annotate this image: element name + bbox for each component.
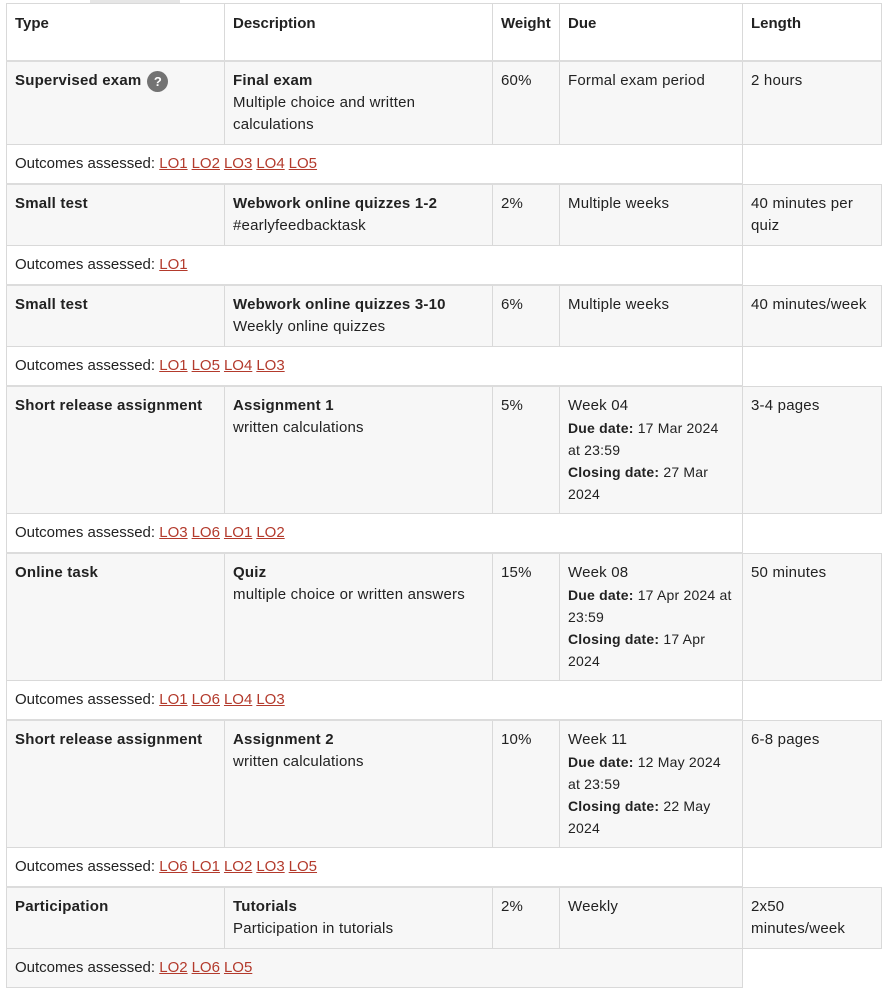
outcomes-label: Outcomes assessed: [15,256,156,273]
description-cell [225,887,493,949]
outcome-link[interactable]: LO5 [191,357,220,374]
outcome-link[interactable]: LO6 [191,959,220,976]
assessment-title: Webwork online quizzes 3-10 [233,296,446,313]
outcomes-cell [7,514,743,554]
assessment-type: Supervised exam [15,72,142,89]
length-cell: 40 minutes per quiz [743,184,882,246]
weight-cell: 60% [493,61,560,145]
empty-cell [743,145,882,185]
outcome-link[interactable]: LO3 [223,155,253,172]
assessment-description: multiple choice or written answers [233,586,465,603]
assessment-type-cell [7,887,225,949]
header-weight: Weight [493,4,560,62]
outcome-link[interactable]: LO3 [256,357,285,374]
outcomes-cell [7,347,743,387]
outcome-link[interactable]: LO2 [223,858,253,875]
description-cell [225,553,493,681]
closing-date-label: Closing date: [568,464,660,480]
outcomes-label: Outcomes assessed: [15,691,156,708]
due-date-label: Due date: [568,754,634,770]
weight-cell: 2% [493,887,560,949]
closing-date-line [568,795,734,839]
assessment-type-cell [7,720,225,848]
length-cell: 2x50 minutes/week [743,887,882,949]
outcome-link[interactable]: LO6 [159,858,188,875]
length-cell: 2 hours [743,61,882,145]
assessment-type: Short release assignment [15,397,203,414]
outcome-link[interactable]: LO2 [159,959,188,976]
empty-cell [743,246,882,286]
assessment-type: Online task [15,564,99,581]
header-due: Due [560,4,743,62]
outcomes-cell [7,246,743,286]
outcome-link[interactable]: LO1 [191,858,220,875]
weight-cell: 2% [493,184,560,246]
outcomes-cell [7,949,743,988]
assessment-title: Final exam [233,72,313,89]
assessment-type: Small test [15,296,88,313]
description-cell [225,720,493,848]
table-row [7,285,882,347]
length-cell: 3-4 pages [743,386,882,514]
closing-date-line [568,628,734,672]
assessment-description: #earlyfeedbacktask [233,217,366,234]
empty-cell [743,347,882,387]
assessment-description: Participation in tutorials [233,920,394,937]
outcomes-row [7,949,882,988]
table-row [7,887,882,949]
due-date-line [568,751,734,795]
outcomes-row [7,145,882,185]
weight-cell: 10% [493,720,560,848]
outcomes-label: Outcomes assessed: [15,155,156,172]
closing-date-value: 22 May 2024 [568,798,711,836]
outcomes-row [7,246,882,286]
outcomes-row [7,514,882,554]
outcomes-label: Outcomes assessed: [15,524,156,541]
due-text: Week 04 [568,397,629,414]
due-text: Week 08 [568,564,629,581]
outcome-link[interactable]: LO6 [191,691,220,708]
weight-cell: 15% [493,553,560,681]
outcome-link[interactable]: LO4 [223,691,253,708]
assessment-type: Small test [15,195,88,212]
outcomes-row [7,681,882,721]
table-row [7,720,882,848]
table-body [7,61,882,988]
outcome-link[interactable]: LO5 [223,959,253,976]
assessment-type-cell [7,553,225,681]
outcome-link[interactable]: LO3 [256,858,285,875]
assessment-title: Quiz [233,564,267,581]
outcomes-label: Outcomes assessed: [15,959,156,976]
help-icon[interactable]: ? [147,71,168,92]
assessment-type-cell [7,386,225,514]
table-header [7,4,882,62]
outcome-link[interactable]: LO5 [288,858,318,875]
due-text: Multiple weeks [568,195,670,212]
due-date-value: 12 May 2024 at 23:59 [568,754,721,792]
length-cell: 50 minutes [743,553,882,681]
weight-cell: 6% [493,285,560,347]
outcome-link[interactable]: LO4 [256,155,285,172]
outcomes-label: Outcomes assessed: [15,858,156,875]
closing-date-line [568,461,734,505]
due-cell [560,887,743,949]
outcome-link[interactable]: LO1 [159,155,188,172]
outcomes-row [7,347,882,387]
length-cell: 40 minutes/week [743,285,882,347]
assessment-description: written calculations [233,419,364,436]
assessment-title: Assignment 2 [233,731,334,748]
empty-cell [743,848,882,888]
table-row [7,386,882,514]
outcome-link[interactable]: LO1 [223,524,253,541]
due-date-label: Due date: [568,587,634,603]
due-cell [560,285,743,347]
assessment-type-cell [7,285,225,347]
outcome-link[interactable]: LO4 [223,357,253,374]
outcome-link[interactable]: LO5 [288,155,318,172]
header-description: Description [225,4,493,62]
closing-date-value: 27 Mar 2024 [568,464,709,502]
assessment-title: Webwork online quizzes 1-2 [233,195,438,212]
due-date-line [568,584,734,628]
weight-cell: 5% [493,386,560,514]
assessment-title: Tutorials [233,898,298,915]
outcome-link[interactable]: LO6 [191,524,220,541]
outcomes-cell [7,145,743,185]
due-cell [560,386,743,514]
empty-cell [743,681,882,721]
assessment-description: written calculations [233,753,364,770]
assessment-table [6,3,882,988]
outcome-link[interactable]: LO2 [191,155,220,172]
outcome-link[interactable]: LO1 [159,256,188,273]
closing-date-label: Closing date: [568,631,660,647]
description-cell [225,285,493,347]
description-cell [225,184,493,246]
due-text: Multiple weeks [568,296,670,313]
outcomes-cell [7,848,743,888]
assessment-type: Short release assignment [15,731,203,748]
assessment-type: Participation [15,898,109,915]
outcome-link[interactable]: LO2 [256,524,285,541]
due-cell [560,720,743,848]
due-cell [560,184,743,246]
header-length: Length [743,4,882,62]
length-cell: 6-8 pages [743,720,882,848]
description-cell [225,386,493,514]
outcomes-cell [7,681,743,721]
due-text: Week 11 [568,731,628,748]
empty-cell [743,514,882,554]
outcome-link[interactable]: LO1 [159,357,188,374]
due-date-value: 17 Mar 2024 at 23:59 [568,420,719,458]
closing-date-label: Closing date: [568,798,660,814]
outcome-link[interactable]: LO3 [159,524,188,541]
due-text: Formal exam period [568,72,705,89]
due-text: Weekly [568,898,619,915]
empty-cell [743,949,882,988]
outcome-link[interactable]: LO1 [159,691,188,708]
description-cell [225,61,493,145]
header-type: Type [7,4,225,62]
due-date-value: 17 Apr 2024 at 23:59 [568,587,732,625]
table-row [7,553,882,681]
due-cell [560,553,743,681]
due-date-line [568,417,734,461]
table-row [7,61,882,145]
assessment-type-cell [7,61,225,145]
table-row [7,184,882,246]
outcome-link[interactable]: LO3 [256,691,285,708]
outcomes-label: Outcomes assessed: [15,357,156,374]
assessment-title: Assignment 1 [233,397,334,414]
assessment-description: Multiple choice and written calculations [233,94,416,133]
due-date-label: Due date: [568,420,634,436]
assessment-description: Weekly online quizzes [233,318,386,335]
outcomes-row [7,848,882,888]
closing-date-value: 17 Apr 2024 [568,631,706,669]
due-cell [560,61,743,145]
assessment-type-cell [7,184,225,246]
